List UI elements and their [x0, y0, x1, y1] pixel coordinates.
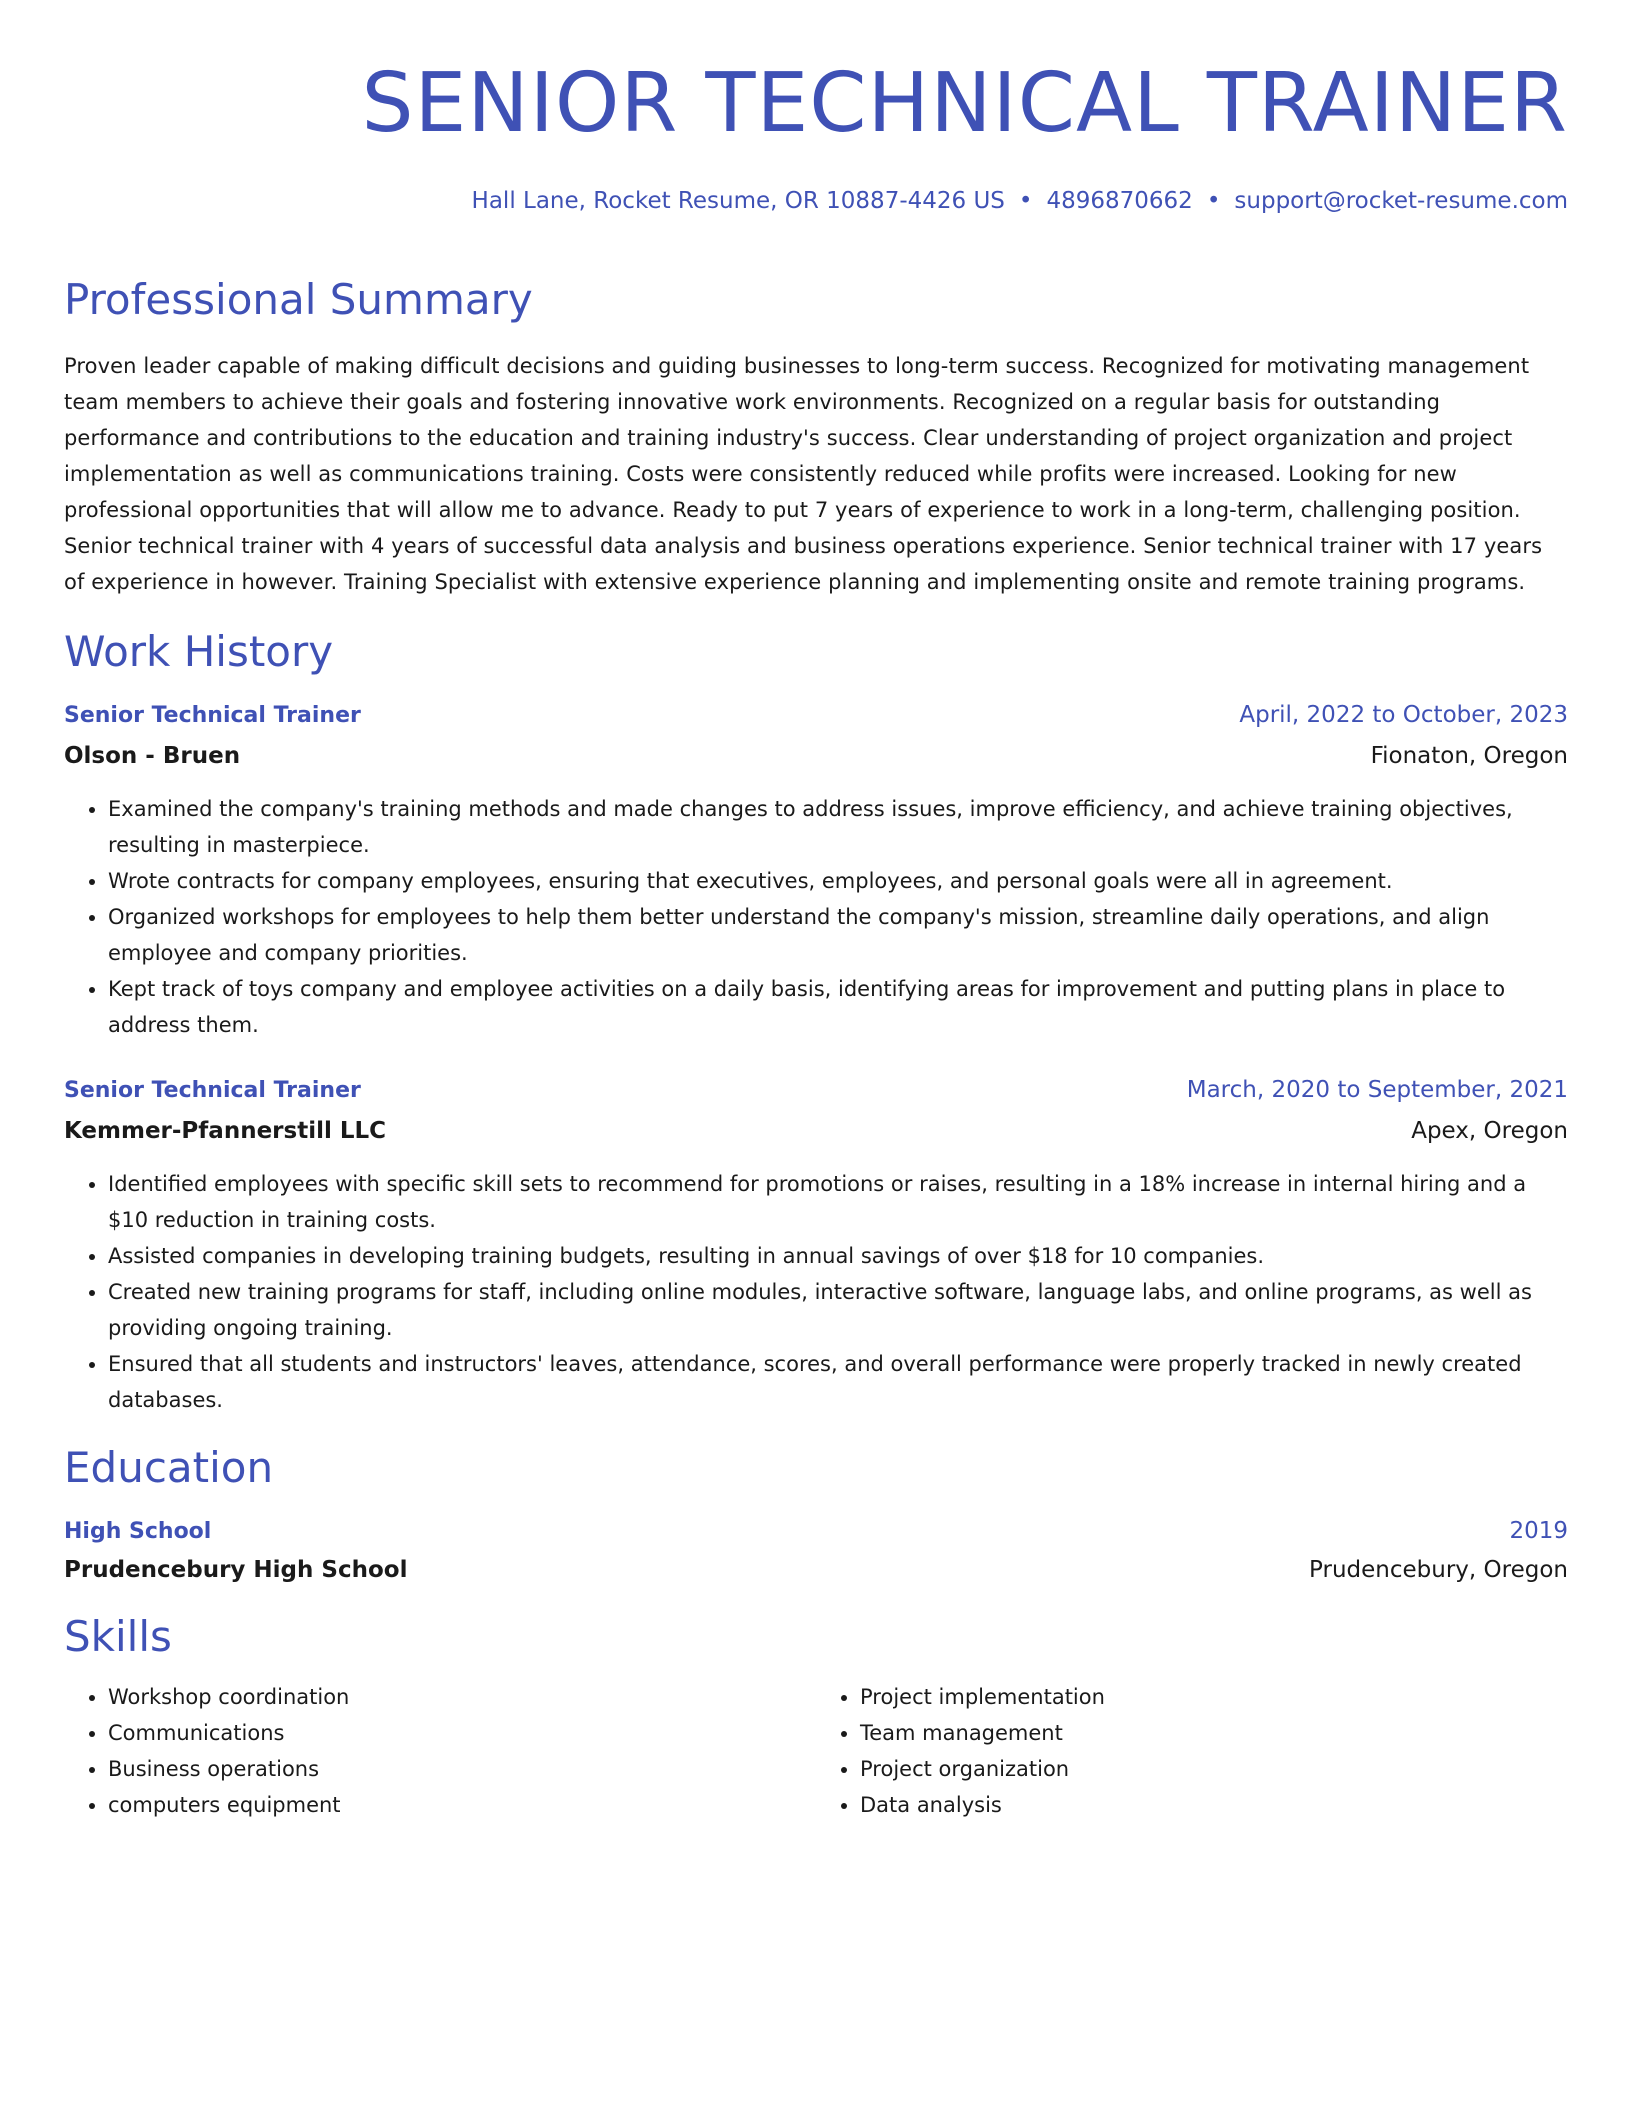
skills-grid: [64, 1679, 1568, 1823]
job-entry: [64, 1075, 1568, 1418]
job-location: Fionaton, Oregon: [1370, 743, 1568, 769]
job-bullet: • Assisted companies in developing training budgets, resulting in annual savings of over $18 for 10 companies.: [108, 1238, 1568, 1274]
skills-list: [816, 1679, 1568, 1823]
skills-list: [64, 1679, 816, 1823]
job-title: Senior Technical Trainer: [64, 1078, 361, 1103]
skill-item: • Project implementation: [860, 1679, 1568, 1715]
contact-separator: •: [1018, 188, 1033, 214]
job-bullet: • Examined the company's training methods and made changes to address issues, improve efficiency, and achieve training objectives, resulting in masterpiece.: [108, 791, 1568, 863]
summary-text: Proven leader capable of making difficult decisions and guiding businesses to long-term success. Recognized for motivating management team members to achieve their goals and fostering innovative work environments. Recognized on a regular basis for outstanding performance and contributions to the education and training industry's success. Clear understanding of project organization and project implementation as well as communications training. Costs were consistently reduced while profits were increased. Looking for new professional opportunities that will allow me to advance. Ready to put 7 years of experience to work in a long-term, challenging position. Senior technical trainer with 4 years of successful data analysis and business operations experience. Senior technical trainer with 17 years of experience in however. Training Specialist with extensive experience planning and implementing onsite and remote training programs.: [64, 354, 1543, 594]
job-employer: Olson - Bruen: [64, 743, 241, 769]
job-employer-row: [64, 741, 1568, 771]
job-dates: March, 2020 to September, 2021: [1186, 1077, 1568, 1103]
skill-item: • Communications: [108, 1715, 816, 1751]
job-header-row: [64, 1075, 1568, 1106]
job-bullets: [64, 1166, 1568, 1418]
job-dates: April, 2022 to October, 2023: [1239, 702, 1568, 728]
skill-item: • computers equipment: [108, 1787, 816, 1823]
education-school: Prudencebury High School: [64, 1557, 408, 1583]
contact-address: Hall Lane, Rocket Resume, OR 10887-4426 US: [471, 188, 1005, 214]
job-employer-row: [64, 1116, 1568, 1146]
skills-column-left: [64, 1679, 816, 1823]
skills-column-right: [816, 1679, 1568, 1823]
job-employer: Kemmer-Pfannerstill LLC: [64, 1118, 387, 1144]
contact-separator: •: [1206, 188, 1221, 214]
education-year: 2019: [1509, 1518, 1568, 1544]
skill-item: • Business operations: [108, 1751, 816, 1787]
education-header-row: [64, 1516, 1568, 1547]
job-bullets: [64, 791, 1568, 1043]
education-degree: High School: [64, 1519, 212, 1544]
job-header-row: [64, 700, 1568, 731]
work-history-heading: Work History: [64, 627, 334, 676]
job-bullet: • Kept track of toys company and employee activities on a daily basis, identifying areas for improvement and putting plans in place to address them.: [108, 971, 1568, 1043]
contact-line: [64, 186, 1568, 216]
job-title: Senior Technical Trainer: [64, 703, 361, 728]
job-bullet: • Wrote contracts for company employees, ensuring that executives, employees, and personal goals were all in agreement.: [108, 863, 1568, 899]
education-entry: [64, 1516, 1568, 1585]
resume-title: SENIOR TECHNICAL TRAINER: [361, 56, 1568, 151]
education-school-row: [64, 1555, 1568, 1585]
education-heading: Education: [64, 1443, 274, 1492]
job-entry: [64, 700, 1568, 1043]
job-bullet: • Ensured that all students and instructors' leaves, attendance, scores, and overall performance were properly tracked in newly created databases.: [108, 1346, 1568, 1418]
skill-item: • Team management: [860, 1715, 1568, 1751]
skill-item: • Project organization: [860, 1751, 1568, 1787]
job-bullet: • Identified employees with specific skill sets to recommend for promotions or raises, resulting in a 18% increase in internal hiring and a $10 reduction in training costs.: [108, 1166, 1568, 1238]
job-location: Apex, Oregon: [1411, 1118, 1568, 1144]
education-location: Prudencebury, Oregon: [1309, 1557, 1568, 1583]
job-bullet: • Organized workshops for employees to help them better understand the company's mission, streamline daily operations, and align employee and company priorities.: [108, 899, 1568, 971]
skills-heading: Skills: [64, 1612, 172, 1661]
summary-heading: Professional Summary: [64, 275, 533, 324]
skill-item: • Workshop coordination: [108, 1679, 816, 1715]
contact-email[interactable]: support@rocket-resume.com: [1234, 188, 1568, 214]
skill-item: • Data analysis: [860, 1787, 1568, 1823]
job-bullet: • Created new training programs for staff, including online modules, interactive software, language labs, and online programs, as well as providing ongoing training.: [108, 1274, 1568, 1346]
contact-phone: 4896870662: [1046, 188, 1193, 214]
